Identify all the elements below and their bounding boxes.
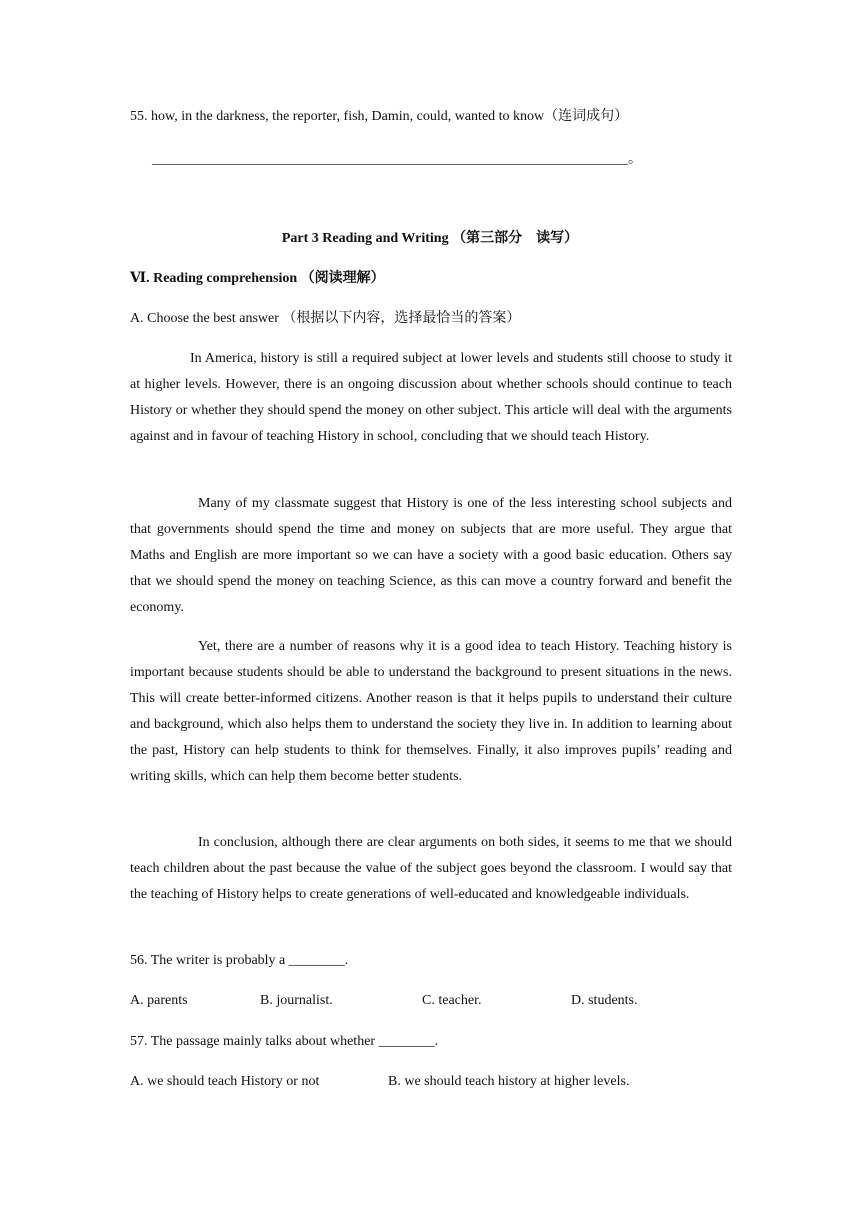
question-56-stem: 56. The writer is probably a ________. [130, 953, 349, 968]
question-57-option-b: B. we should teach history at higher levels. [388, 1074, 630, 1089]
question-57-stem: 57. The passage mainly talks about whether ________. [130, 1034, 439, 1049]
section-a-instruction: A. Choose the best answer （根据以下内容，选择最恰当的答案） [130, 311, 521, 326]
question-56-option-b: B. journalist. [260, 993, 333, 1008]
passage-paragraph-1: In America, history is still a required subject at lower levels and students still choose to study it at higher levels. However, there is an ongoing discussion about whether schools should continue to teach History or whether they should spend the money on other subject. This article will deal with the arguments against and in favour of teaching History in school, concluding that we should teach History. [130, 351, 732, 444]
question-57-option-a: A. we should teach History or not [130, 1074, 320, 1089]
question-56-option-c: C. teacher. [422, 993, 482, 1008]
question-56-option-d: D. students. [571, 993, 638, 1008]
part-3-title: Part 3 Reading and Writing （第三部分 读写） [281, 231, 579, 246]
passage-paragraph-4: In conclusion, although there are clear arguments on both sides, it seems to me that we should teach children about the past because the value of the subject goes beyond the classroom. I would say that the teaching of History helps to create generations of well-educated and knowledgeable individuals. [130, 835, 732, 902]
question-56-option-a: A. parents [130, 993, 188, 1008]
passage-paragraph-3: Yet, there are a number of reasons why it is a good idea to teach History. Teaching history is important because students should be able to understand the background to present situations in the news. This will create better-informed citizens. Another reason is that it helps pupils to understand their culture and background, which also helps them to understand the society they live in. In addition to learning about the past, History can help students to think for themselves. Finally, it also improves pupils’ reading and writing skills, which can help them become better students. [130, 639, 732, 784]
question-55-prompt: 55. how, in the darkness, the reporter, fish, Damin, could, wanted to know（连词成句） [130, 109, 629, 124]
section-vi-heading: Ⅵ. Reading comprehension （阅读理解） [130, 271, 385, 286]
question-55-answer-line: ____________________________________________________________________。 [152, 152, 642, 167]
passage-paragraph-2: Many of my classmate suggest that History is one of the less interesting school subjects and that governments should spend the time and money on subjects that are more useful. They argue that Maths and English are more important so we can have a society with a good basic education. Others say that we should spend the money on teaching Science, as this can move a country forward and benefit the economy. [130, 496, 732, 615]
